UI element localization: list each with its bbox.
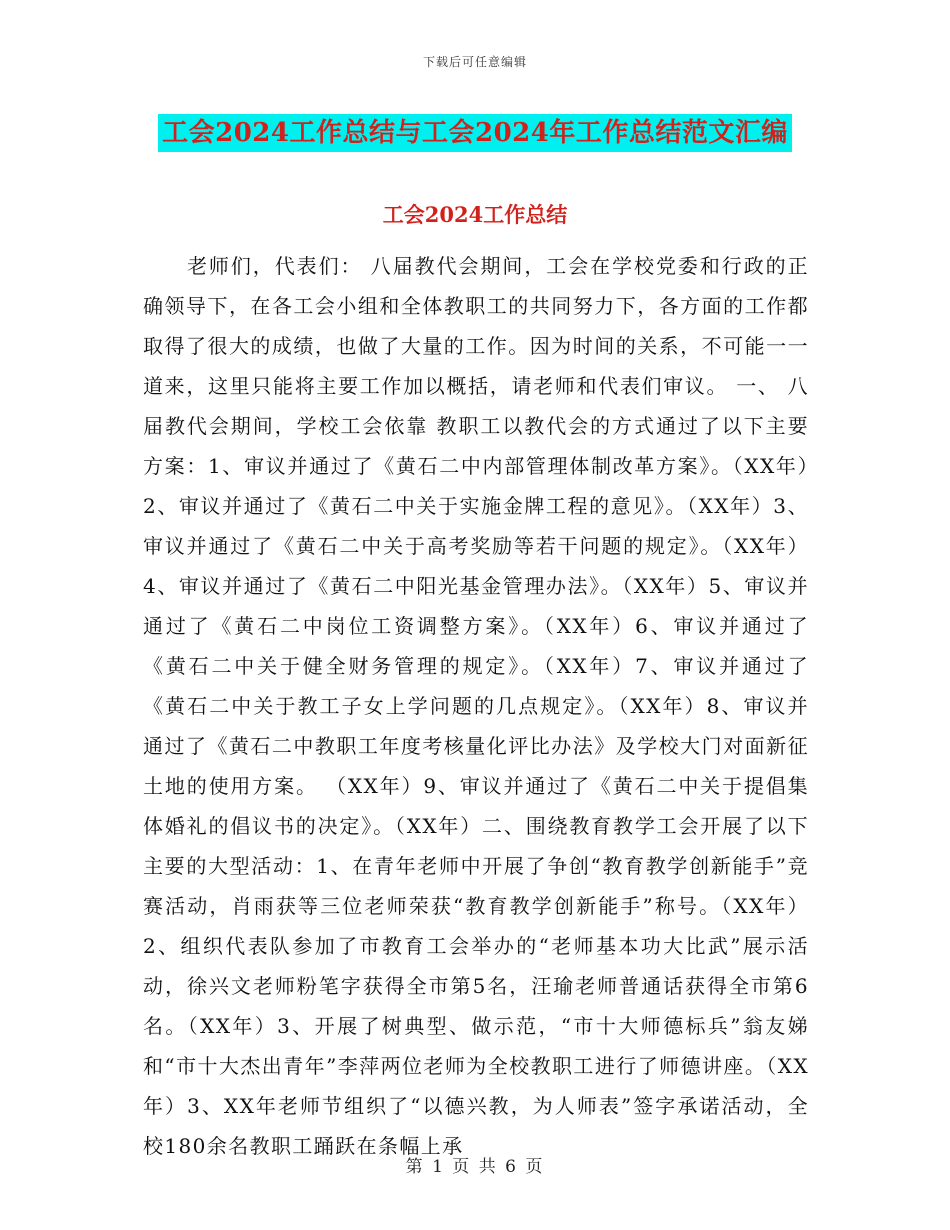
document-title	[0, 111, 950, 152]
document-title-text: 工会2024工作总结与工会2024年工作总结范文汇编	[158, 114, 792, 152]
section-title: 工会2024工作总结	[382, 202, 568, 227]
header-note: 下载后可任意编辑	[422, 55, 527, 69]
body-paragraph: 老师们，代表们： 八届教代会期间，工会在学校党委和行政的正确领导下，在各工会小组和全体教职工的共同努力下，各方面的工作都取得了很大的成绩，也做了大量的工作。因为时间的关系，不可能一一道来，这里只能将主要工作加以概括，请老师和代表们审议。 一、 八届教代会期间，学校工会依靠 教职工以教代会的方式通过了以下主要方案：1、审议并通过了《黄石二中内部管理体制改革方案》。（XX年）2、审议并通过了《黄石二中关于实施金牌工程的意见》。（XX年）3、审议并通过了《黄石二中关于高考奖励等若干问题的规定》。（XX年）4、审议并通过了《黄石二中阳光基金管理办法》。（XX年）5、审议并通过了《黄石二中岗位工资调整方案》。（XX年）6、审议并通过了《黄石二中关于健全财务管理的规定》。（XX年）7、审议并通过了《黄石二中关于教工子女上学问题的几点规定》。（XX年）8、审议并通过了《黄石二中教职工年度考核量化评比办法》及学校大门对面新征土地的使用方案。 （XX年）9、审议并通过了《黄石二中关于提倡集体婚礼的倡议书的决定》。（XX年）二、围绕教育教学工会开展了以下主要的大型活动：1、在青年老师中开展了争创“教育教学创新能手”竞赛活动，肖雨获等三位老师荣获“教育教学创新能手”称号。（XX年）2、组织代表队参加了市教育工会举办的“老师基本功大比武”展示活动，徐兴文老师粉笔字获得全市第5名，汪瑜老师普通话获得全市第6名。（XX年）3、开展了树典型、做示范，“市十大师德标兵”翁友娣和“市十大杰出青年”李萍两位老师为全校教职工进行了师德讲座。（XX年）3、XX年老师节组织了“以德兴教，为人师表”签字承诺活动，全校180余名教职工踊跃在条幅上承	[143, 254, 809, 1158]
page-footer: 第 1 页 共 6 页	[405, 1157, 545, 1177]
